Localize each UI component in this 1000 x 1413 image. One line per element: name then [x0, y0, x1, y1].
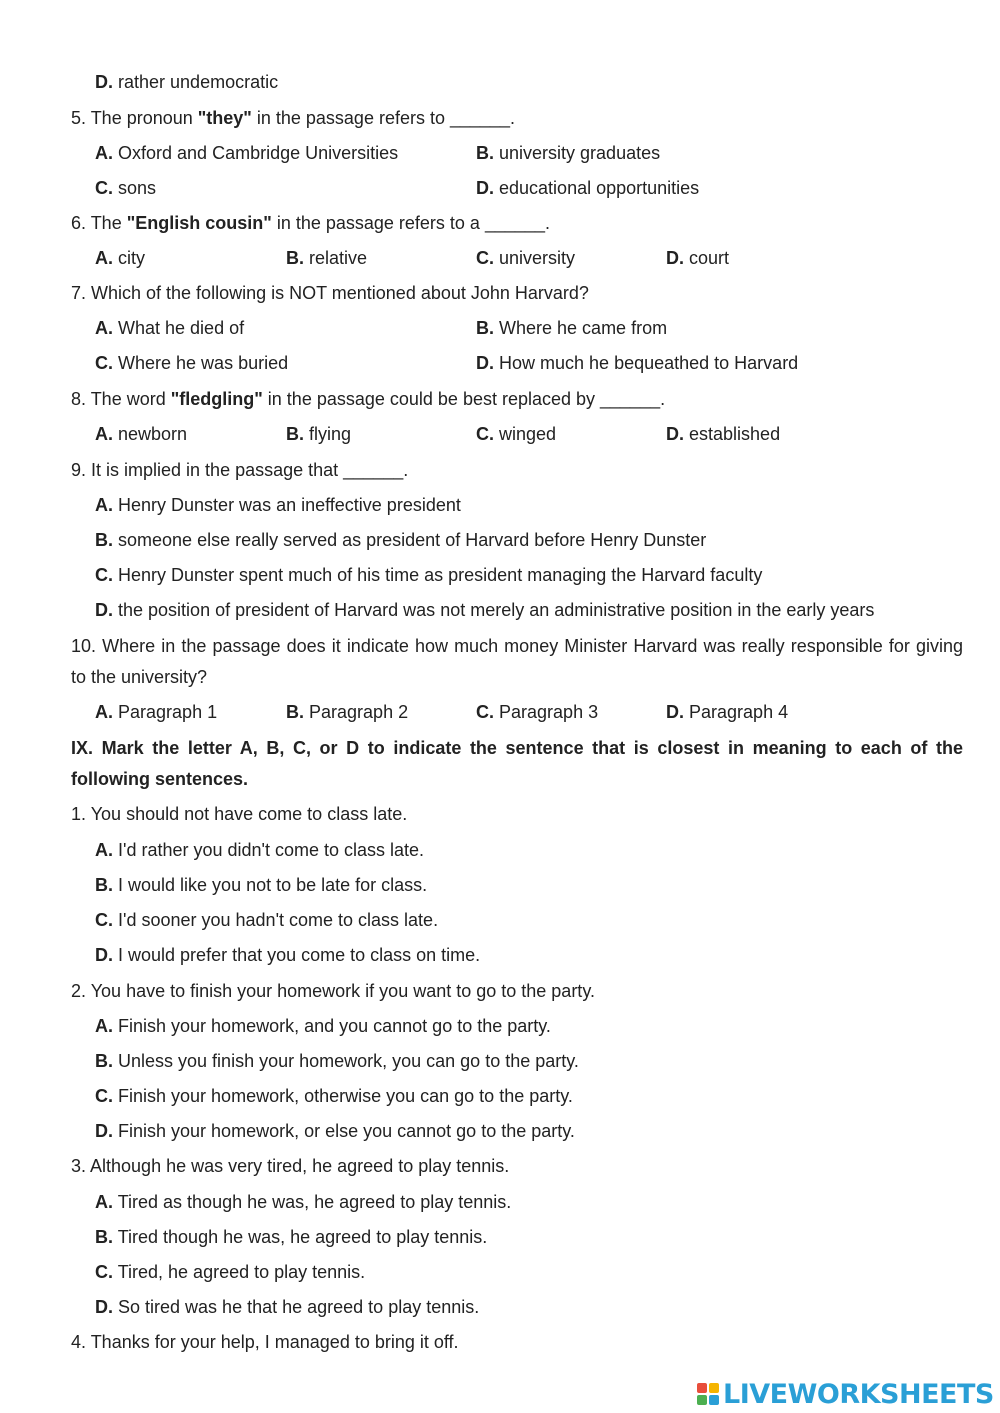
q7-option-d[interactable]: D. How much he bequeathed to Harvard	[476, 353, 799, 373]
logo-square	[709, 1395, 719, 1405]
q9-option-a[interactable]: A. Henry Dunster was an ineffective president	[95, 495, 461, 515]
q7-option-a[interactable]: A. What he died of	[95, 318, 245, 338]
q7-option-b[interactable]: B. Where he came from	[476, 318, 668, 338]
q8-option-d[interactable]: D. established	[666, 424, 781, 444]
s2-option-a[interactable]: A. Finish your homework, and you cannot go to the party.	[95, 1016, 551, 1036]
s2-option-d[interactable]: D. Finish your homework, or else you cannot go to the party.	[95, 1121, 575, 1141]
q10-option-d[interactable]: D. Paragraph 4	[666, 702, 789, 722]
q9-option-b[interactable]: B. someone else really served as president of Harvard before Henry Dunster	[95, 530, 707, 550]
section-9-heading: IX. Mark the letter A, B, C, or D to indicate the sentence that is closest in meaning to each of the following sentences.	[71, 738, 963, 789]
logo-square	[709, 1383, 719, 1393]
s3-option-d[interactable]: D. So tired was he that he agreed to play tennis.	[95, 1297, 480, 1317]
liveworksheets-logo[interactable]	[697, 1376, 994, 1412]
question-6-stem: 6. The "English cousin" in the passage refers to a ______.	[71, 213, 551, 233]
q5-option-d[interactable]: D. educational opportunities	[476, 178, 700, 198]
q10-option-b[interactable]: B. Paragraph 2	[286, 702, 409, 722]
q5-option-c[interactable]: C. sons	[95, 178, 157, 198]
s1-option-b[interactable]: B. I would like you not to be late for class.	[95, 875, 428, 895]
q8-option-a[interactable]: A. newborn	[95, 424, 188, 444]
question-8-stem: 8. The word "fledgling" in the passage could be best replaced by ______.	[71, 389, 666, 409]
logo-square	[697, 1383, 707, 1393]
q6-option-c[interactable]: C. university	[476, 248, 576, 268]
question-9-stem: 9. It is implied in the passage that ______.	[71, 460, 409, 480]
s3-option-b[interactable]: B. Tired though he was, he agreed to play tennis.	[95, 1227, 488, 1247]
q10-option-c[interactable]: C. Paragraph 3	[476, 702, 599, 722]
q5-option-b[interactable]: B. university graduates	[476, 143, 661, 163]
q6-option-a[interactable]: A. city	[95, 248, 146, 268]
s3-option-c[interactable]: C. Tired, he agreed to play tennis.	[95, 1262, 366, 1282]
question-10-stem: 10. Where in the passage does it indicate how much money Minister Harvard was really responsible for giving to the university?	[71, 636, 963, 687]
q5-option-a[interactable]: A. Oxford and Cambridge Universities	[95, 143, 399, 163]
s2-option-c[interactable]: C. Finish your homework, otherwise you can go to the party.	[95, 1086, 573, 1106]
s2-option-b[interactable]: B. Unless you finish your homework, you can go to the party.	[95, 1051, 579, 1071]
logo-square	[697, 1395, 707, 1405]
q8-option-b[interactable]: B. flying	[286, 424, 352, 444]
question-5-stem: 5. The pronoun "they" in the passage refers to ______.	[71, 108, 516, 128]
q10-option-a[interactable]: A. Paragraph 1	[95, 702, 218, 722]
q4-option-d: D. rather undemocratic	[95, 72, 279, 92]
sentence-4-stem: 4. Thanks for your help, I managed to bring it off.	[71, 1332, 459, 1352]
question-7-stem: 7. Which of the following is NOT mentioned about John Harvard?	[71, 283, 589, 303]
sentence-3-stem: 3. Although he was very tired, he agreed to play tennis.	[71, 1156, 510, 1176]
liveworksheets-mark-icon	[697, 1383, 719, 1405]
logo-text: LIVEWORKSHEETS	[723, 1378, 994, 1410]
s1-option-d[interactable]: D. I would prefer that you come to class on time.	[95, 945, 481, 965]
s1-option-a[interactable]: A. I'd rather you didn't come to class late.	[95, 840, 425, 860]
q7-option-c[interactable]: C. Where he was buried	[95, 353, 289, 373]
sentence-1-stem: 1. You should not have come to class late.	[71, 804, 408, 824]
q6-option-d[interactable]: D. court	[666, 248, 730, 268]
s3-option-a[interactable]: A. Tired as though he was, he agreed to play tennis.	[95, 1192, 512, 1212]
q8-option-c[interactable]: C. winged	[476, 424, 557, 444]
s1-option-c[interactable]: C. I'd sooner you hadn't come to class late.	[95, 910, 439, 930]
sentence-2-stem: 2. You have to finish your homework if you want to go to the party.	[71, 981, 595, 1001]
q9-option-d[interactable]: D. the position of president of Harvard was not merely an administrative position in the early years	[95, 600, 875, 620]
q9-option-c[interactable]: C. Henry Dunster spent much of his time as president managing the Harvard faculty	[95, 565, 763, 585]
q6-option-b[interactable]: B. relative	[286, 248, 368, 268]
